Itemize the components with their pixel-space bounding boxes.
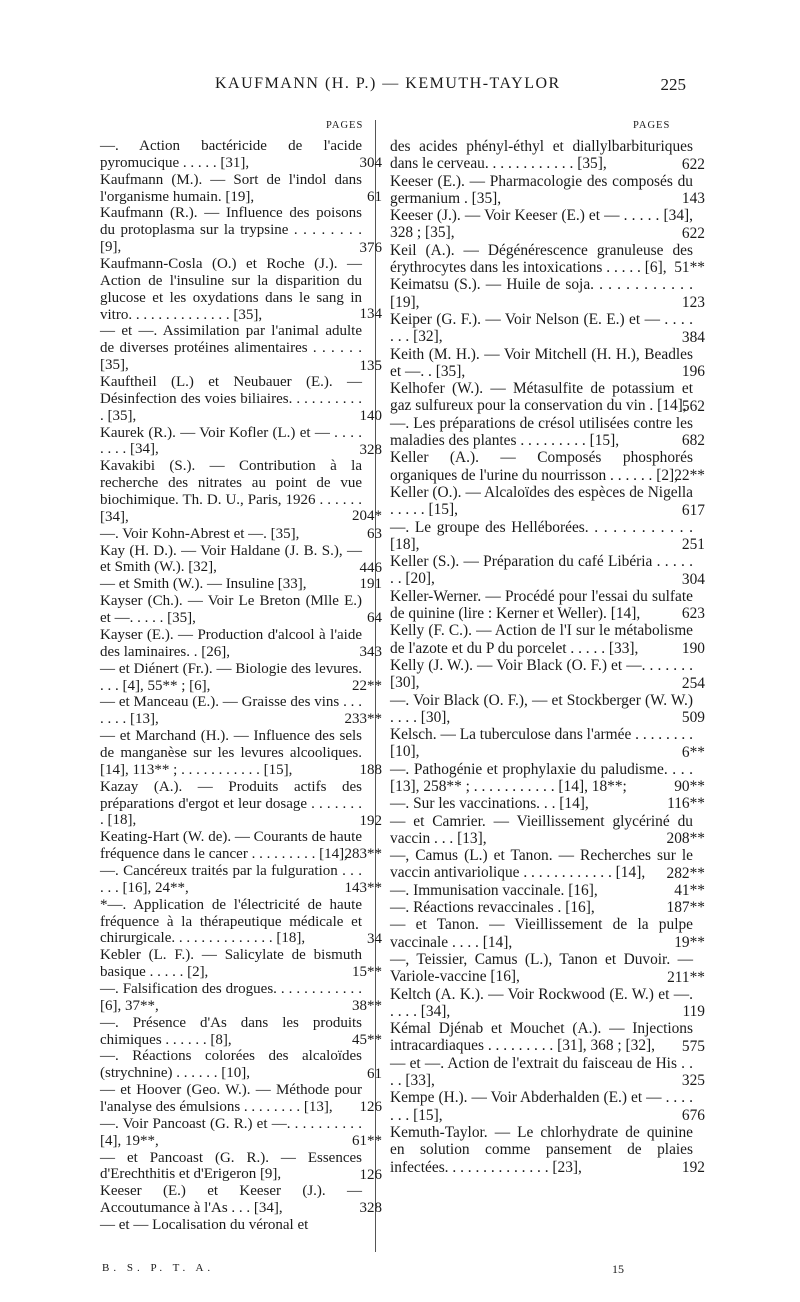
index-entry-page: 190 [681, 640, 705, 657]
index-entry [100, 778, 382, 830]
index-entry-text: — et Pancoast (G. R.). — Essences d'Erechthitis et d'Erigeron [9], [100, 1149, 362, 1183]
index-entry [390, 622, 705, 657]
index-entry [390, 795, 705, 813]
index-entry [100, 458, 382, 525]
index-entry-page: 187** [666, 899, 705, 917]
index-entry-text: —. Pathogénie et prophylaxie du paludisme. . . . [13], 258** ; . . . . . . . . . . . [14], 18**; [390, 760, 693, 795]
index-entry [390, 691, 705, 727]
index-entry-page: 188 [359, 762, 382, 779]
index-entry-text: Kavakibi (S.). — Contribution à la recherche des nitrates au point de vue biochimique. Th. D. U., Paris, 1926 . . . . . . [34], [100, 458, 362, 525]
index-entry [100, 576, 382, 593]
index-entry [100, 542, 382, 577]
index-entry [390, 656, 705, 692]
index-entry-text: — et —. Action de l'extrait du faisceau de His . . . . [33], [390, 1054, 693, 1090]
index-entry-text: Kaufmann (R.). — Influence des poisons du protoplasma sur la trypsine . . . . . . . . [9], [100, 205, 362, 256]
index-entry [100, 980, 382, 1015]
index-entry-text: Keimatsu (S.). — Huile de soja. . . . . . . . . . . . [19], [390, 276, 693, 311]
index-entry [390, 414, 705, 450]
index-entry-text: —. Action bactéricide de l'acide pyromucique . . . . . [31], [100, 138, 362, 171]
index-entry-page: 328 [359, 441, 382, 458]
index-entry-page: 304 [359, 155, 382, 172]
index-entry [100, 1048, 382, 1082]
index-entry [390, 276, 705, 312]
index-entry-page: 575 [681, 1037, 705, 1055]
index-entry-page: 61 [367, 188, 382, 205]
index-entry-text: Kemuth-Taylor. — Le chlorhydrate de quinine en solution comme pansement de plaies infectées. . . . . . . . . . . . . . [23], [390, 1123, 693, 1176]
index-entry-page: 126 [359, 1166, 382, 1183]
index-entry [100, 862, 382, 897]
index-entry [100, 1014, 382, 1049]
index-entry-page: 251 [681, 536, 705, 554]
index-entry-text: —. Falsification des drogues. . . . . . . . . . . . [6], 37**, [100, 980, 362, 1014]
index-entry-text: Kaufmann (M.). — Sort de l'indol dans l'organisme humain. [19], [100, 171, 362, 205]
index-entry-page: 51** [674, 259, 705, 277]
footer-signature-number: 15 [612, 1262, 624, 1276]
index-entry [100, 374, 382, 425]
index-entry [100, 1217, 362, 1234]
index-entry-page: 233** [344, 711, 382, 728]
index-entry-page: 211** [667, 968, 705, 986]
index-entry [390, 1089, 705, 1125]
index-entry-text: Kelly (J. W.). — Voir Black (O. F.) et —. . . . . . . [30], [390, 656, 693, 692]
index-entry-page: 328 [359, 1200, 382, 1217]
index-entry-text: *—. Application de l'électricité de haute fréquence à la thérapeutique médicale et chirurgicale. . . . . . . . . . . . . . [18], [100, 896, 362, 947]
index-entry-text: —, Camus (L.) et Tanon. — Recherches sur le vaccin antivariolique . . . . . . . . . . . . [14], [390, 847, 693, 882]
index-entry-page: 123 [681, 294, 705, 312]
index-entry-text: Keating-Hart (W. de). — Courants de haute fréquence dans le cancer . . . . . . . . . [14], [100, 829, 362, 863]
pages-column-label-left: PAGES [326, 120, 364, 131]
index-entry-text: Keil (A.). — Dégénérescence granuleuse des érythrocytes dans les intoxications . . . . . [6], [390, 241, 693, 277]
index-entry-page: 38** [352, 998, 382, 1015]
index-entry-text: Keller-Werner. — Procédé pour l'essai du sulfate de quinine (lire : Kerner et Weller). [14], [390, 587, 693, 623]
index-entry [390, 760, 705, 796]
index-entry-text: — et Diénert (Fr.). — Biologie des levures. . . . [4], 55** ; [6], [100, 660, 362, 694]
index-entry [390, 1054, 705, 1090]
index-entry-page: 622 [681, 155, 705, 173]
index-entry-text: Keeser (E.). — Pharmacologie des composés du germanium . [35], [390, 172, 693, 207]
index-entry-text: —. Voir Black (O. F.), — et Stockberger (W. W.) . . . . [30], [390, 691, 693, 726]
index-entry-text: Kaufmann-Cosla (O.) et Roche (J.). — Action de l'insuline sur la disparition du glucose et les oxydations dans le sang in vitro. . . . . . . . . . . . . . [35], [100, 256, 362, 323]
index-entry [100, 323, 382, 374]
index-entry-text: —. Voir Pancoast (G. R.) et —. . . . . . . . . . [4], 19**, [100, 1115, 362, 1149]
index-entry [100, 896, 382, 948]
index-entry [390, 241, 705, 277]
index-entry [100, 626, 382, 661]
index-entry [390, 1020, 705, 1055]
index-entry [390, 985, 705, 1021]
index-entry [390, 587, 705, 623]
index-entry-text: —. Immunisation vaccinale. [16], [390, 881, 598, 899]
index-entry-text: Keltch (A. K.). — Voir Rockwood (E. W.) et —. . . . . [34], [390, 985, 693, 1020]
index-entry-page: 61 [367, 1065, 382, 1082]
index-entry-page: 192 [681, 1158, 705, 1176]
index-entry-text: Kémal Djénab et Mouchet (A.). — Injections intracardiaques . . . . . . . . . [31], 368 ; [32], [390, 1020, 693, 1055]
index-entry-text: des acides phényl-éthyl et diallylbarbituriques dans le cerveau. . . . . . . . . . . . [35], [390, 138, 693, 173]
index-entry [100, 525, 382, 543]
index-entry-page: 623 [681, 605, 705, 623]
index-entry-text: Kelly (F. C.). — Action de l'I sur le métabolisme de l'azote et du P du porcelet . . . . . [33], [390, 622, 693, 657]
index-entry [100, 205, 382, 256]
index-entry-page: 143 [681, 190, 705, 208]
index-entry-text: Keller (S.). — Préparation du café Libéria . . . . . . . [20], [390, 553, 693, 588]
index-entry-page: 126 [359, 1099, 382, 1116]
index-entry [100, 1149, 382, 1184]
index-entry-text: Kelhofer (W.). — Métasulfite de potassium et gaz sulfureux pour la conservation du vin . [14], [390, 380, 693, 415]
index-entry-page: 19** [674, 934, 705, 952]
index-entry-page: 384 [681, 328, 705, 346]
index-entry-page: 622 [681, 224, 705, 242]
index-entry [100, 694, 382, 728]
index-entry-page: 304 [681, 570, 705, 588]
index-entry [100, 947, 382, 981]
index-entry-text: —. Les préparations de crésol utilisées contre les maladies des plantes . . . . . . . . . [15], [390, 414, 693, 450]
index-entry-page: 22** [352, 677, 382, 694]
index-entry-text: Kayser (Ch.). — Voir Le Breton (Mlle E.) et —. . . . . [35], [100, 593, 362, 627]
running-header [0, 75, 800, 99]
index-entry-text: Kazay (A.). — Produits actifs des préparations d'ergot et leur dosage . . . . . . . . [18], [100, 778, 362, 829]
index-entry-page: 6** [681, 743, 705, 761]
index-entry-page: 135 [359, 357, 382, 374]
index-entry-text: Keith (M. H.). — Voir Mitchell (H. H.), Beadles et —. . [35], [390, 345, 693, 380]
index-entry-page: 191 [359, 576, 382, 593]
index-entry [100, 593, 382, 627]
left-column [100, 138, 382, 1234]
index-entry-page: 343 [359, 644, 382, 661]
index-entry [390, 345, 705, 381]
index-entry-page: 676 [681, 1107, 705, 1125]
index-entry-page: 325 [681, 1072, 705, 1090]
index-entry [100, 138, 382, 172]
index-entry-text: — et Camrier. — Vieillissement glycériné du vaccin . . . [13], [390, 812, 693, 847]
index-entry-page: 116** [667, 795, 705, 813]
index-entry-text: — et Smith (W.). — Insuline [33], [100, 576, 307, 593]
index-entry-text: Kaurek (R.). — Voir Kofler (L.) et — . . . . . . . . [34], [100, 424, 362, 458]
index-entry-text: —. Réactions colorées des alcaloïdes (strychnine) . . . . . . [10], [100, 1048, 362, 1082]
pages-column-label-right: PAGES [633, 120, 671, 131]
index-entry [390, 847, 705, 882]
index-entry-text: Kebler (L. F.). — Salicylate de bismuth basique . . . . . [2], [100, 947, 362, 981]
index-entry-page: 376 [359, 239, 382, 256]
index-entry [390, 207, 705, 242]
index-entry-text: Keller (O.). — Alcaloïdes des espèces de Nigella . . . . . [15], [390, 483, 693, 519]
index-entry [100, 256, 382, 323]
index-entry-page: 119 [682, 1003, 705, 1021]
page-number: 225 [660, 75, 686, 94]
index-entry-text: —. Cancéreux traités par la fulguration . . . . . . [16], 24**, [100, 862, 362, 896]
index-entry-page: 283** [344, 846, 382, 863]
index-entry-text: — et Hoover (Geo. W.). — Méthode pour l'analyse des émulsions . . . . . . . . [13], [100, 1082, 362, 1115]
index-entry-text: Keeser (E.) et Keeser (J.). — Accoutumance à l'As . . . [34], [100, 1183, 362, 1217]
index-entry [390, 553, 705, 588]
index-entry-text: — et — Localisation du véronal et [100, 1217, 309, 1233]
index-entry-page: 61** [352, 1132, 382, 1149]
index-entry-text: —. Sur les vaccinations. . . [14], [390, 795, 589, 813]
index-entry-page: 208** [666, 830, 705, 848]
index-entry-text: Kayser (E.). — Production d'alcool à l'aide des laminaires. . [26], [100, 626, 362, 660]
right-column [390, 138, 705, 1176]
index-entry [100, 660, 382, 695]
running-title: KAUFMANN (H. P.) — KEMUTH-TAYLOR [215, 75, 561, 92]
index-entry [100, 829, 382, 863]
index-entry [100, 1115, 382, 1150]
index-entry [390, 899, 705, 917]
index-entry-text: —. Réactions revaccinales . [16], [390, 899, 595, 917]
index-entry [390, 138, 705, 173]
index-entry-text: Keiper (G. F.). — Voir Nelson (E. E.) et — . . . . . . . [32], [390, 310, 693, 346]
index-entry-page: 254 [681, 674, 705, 692]
index-entry-text: Keller (A.). — Composés phosphorés organiques de l'urine du nourrisson . . . . . . [2], [390, 449, 693, 484]
index-entry [390, 172, 705, 208]
index-entry-text: —, Teissier, Camus (L.), Tanon et Duvoir. — Variole-vaccine [16], [390, 950, 693, 986]
index-entry-page: 617 [681, 501, 705, 519]
index-entry [390, 726, 705, 761]
index-entry-page: 204* [352, 508, 382, 525]
index-entry-page: 196 [681, 363, 705, 381]
index-entry-page: 682 [681, 432, 705, 450]
index-entry-page: 282** [666, 864, 705, 882]
index-entry [390, 518, 705, 554]
index-entry [390, 1123, 705, 1176]
index-entry-text: —. Voir Kohn-Abrest et —. [35], [100, 525, 300, 542]
index-entry [100, 171, 382, 206]
index-entry-page: 45** [352, 1031, 382, 1048]
index-entry-text: Keeser (J.). — Voir Keeser (E.) et — . . . . . [34], 328 ; [35], [390, 207, 693, 242]
index-entry-text: — et —. Assimilation par l'animal adulte de diverses protéines alimentaires . . . . . . [35], [100, 323, 362, 374]
index-entry-text: — et Tanon. — Vieillissement de la pulpe vaccinale . . . . [14], [390, 916, 693, 951]
index-entry [100, 424, 382, 459]
index-entry [390, 449, 705, 485]
index-entry-text: —. Le groupe des Helléborées. . . . . . . . . . . . [18], [390, 518, 693, 553]
index-entry-page: 192 [359, 812, 382, 829]
index-entry-page: 562 [681, 397, 705, 415]
index-entry-page: 34 [367, 930, 382, 947]
index-entry [390, 950, 705, 986]
index-entry-page: 143** [344, 880, 382, 897]
index-entry-text: Kelsch. — La tuberculose dans l'armée . . . . . . . . [10], [390, 726, 693, 761]
index-entry [390, 380, 705, 415]
index-entry [390, 812, 705, 848]
index-entry-text: Kauftheil (L.) et Neubauer (E.). — Désinfection des voies biliaires. . . . . . . . . . . [35], [100, 374, 362, 424]
index-entry [390, 881, 705, 899]
index-entry-page: 140 [359, 408, 382, 425]
index-entry-text: Kempe (H.). — Voir Abderhalden (E.) et — . . . . . . . [15], [390, 1089, 693, 1124]
index-entry-page: 446 [359, 559, 382, 576]
index-entry [100, 1082, 382, 1116]
index-entry [390, 483, 705, 519]
index-entry-page: 134 [359, 306, 382, 323]
index-entry [390, 916, 705, 952]
index-entry-text: —. Présence d'As dans les produits chimiques . . . . . . [8], [100, 1014, 362, 1048]
index-entry [390, 310, 705, 346]
index-entry-page: 90** [674, 778, 705, 796]
index-entry-text: — et Marchand (H.). — Influence des sels de manganèse sur les levures alcooliques. [14], 113** ; . . . . . . . . . . . [15], [100, 728, 362, 778]
index-entry [100, 1183, 382, 1217]
index-entry-page: 63 [367, 525, 382, 542]
index-entry-text: Kay (H. D.). — Voir Haldane (J. B. S.), — et Smith (W.). [32], [100, 542, 362, 576]
index-entry-page: 22** [674, 467, 705, 485]
index-entry-page: 509 [681, 709, 705, 727]
index-entry-page: 41** [674, 881, 705, 899]
index-entry-page: 64 [367, 610, 382, 627]
index-entry-page: 15** [352, 964, 382, 981]
index-entry [100, 728, 382, 779]
index-entry-text: — et Manceau (E.). — Graisse des vins . . . . . . . [13], [100, 694, 362, 728]
footer-journal-abbrev: B. S. P. T. A. [102, 1262, 215, 1274]
